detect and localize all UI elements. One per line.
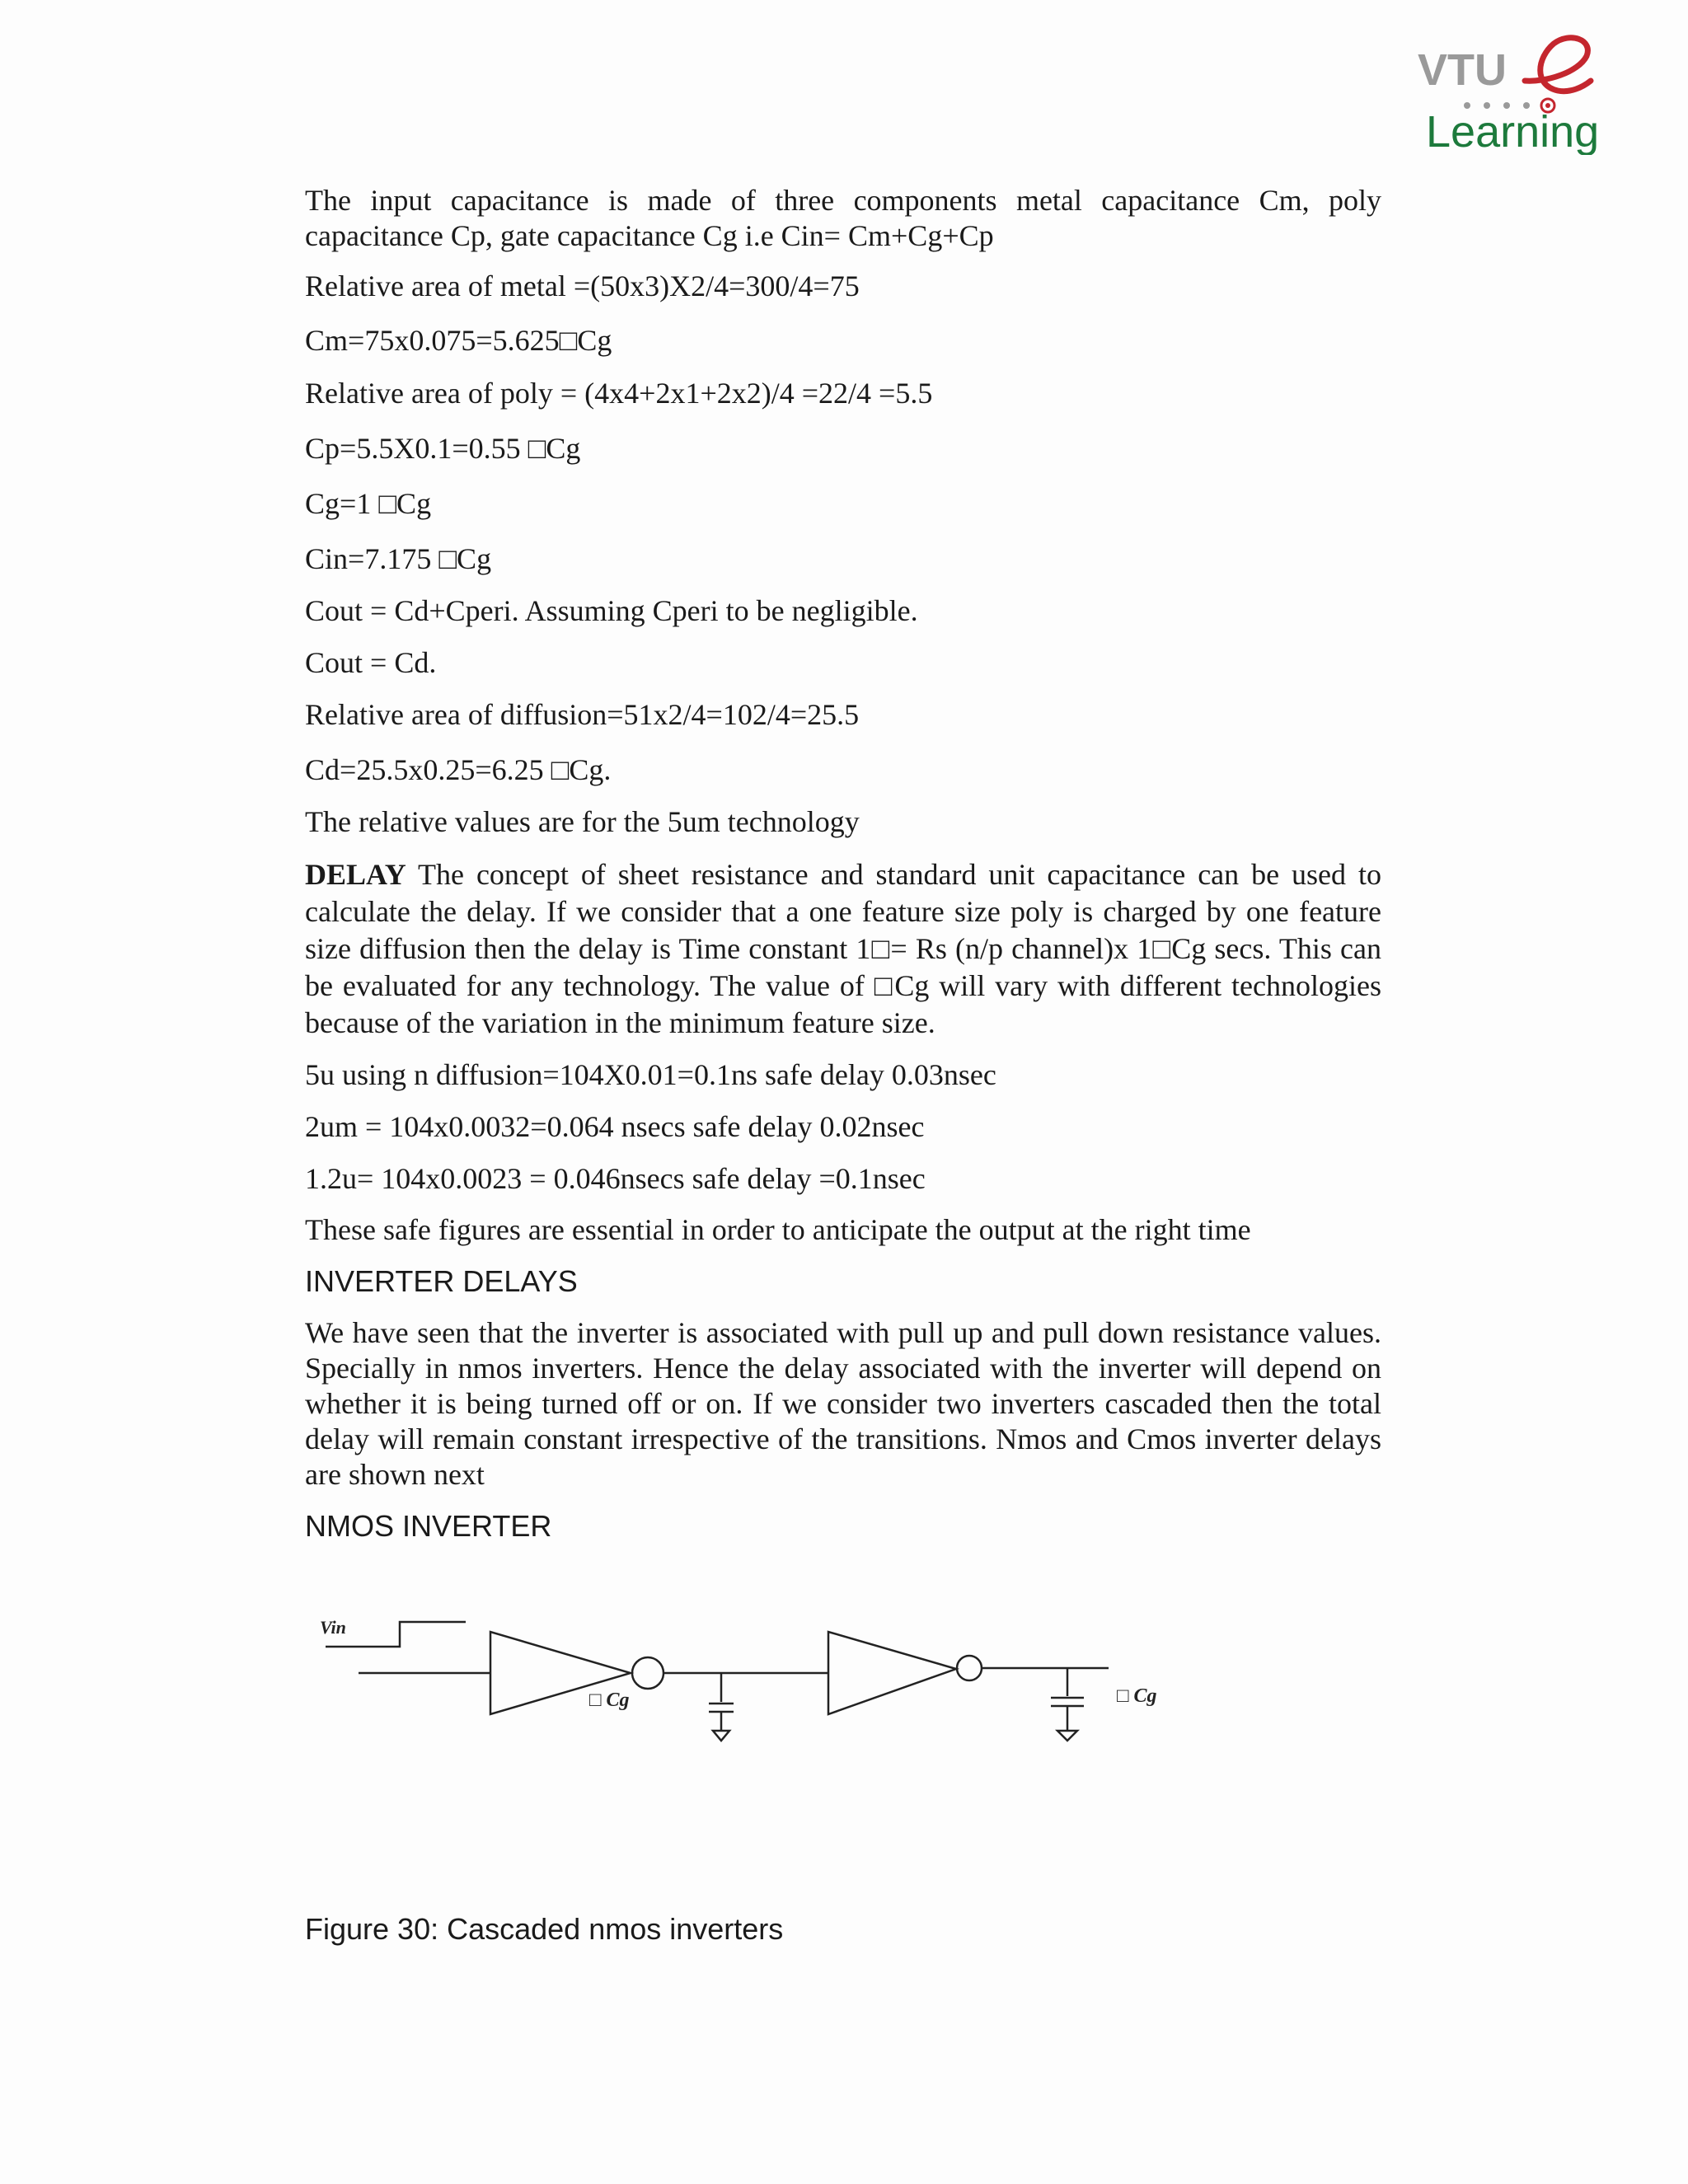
line-cg: Cg=1 □Cg	[305, 487, 432, 520]
inverter-2	[828, 1632, 956, 1714]
line-cm: Cm=75x0.075=5.625□Cg	[305, 324, 612, 357]
delay-heading: DELAY	[305, 858, 406, 891]
line-cd: Cd=25.5x0.25=6.25 □Cg.	[305, 753, 612, 786]
line-metal-area: Relative area of metal =(50x3)X2/4=300/4=75	[305, 269, 860, 302]
line-safe-figures: These safe figures are essential in order to anticipate the output at the right time	[305, 1213, 1251, 1246]
logo-vtu-text: VTU	[1418, 45, 1507, 95]
figure-caption: Figure 30: Cascaded nmos inverters	[305, 1912, 784, 1946]
line-diffusion-area: Relative area of diffusion=51x2/4=102/4=25.5	[305, 698, 860, 731]
logo-e-swoosh	[1525, 38, 1591, 91]
paragraph-input-capacitance: The input capacitance is made of three components metal capacitance Cm, poly capacitance Cp, gate capacitance Cg i.e Cin= Cm+Cg+Cp	[305, 184, 1381, 252]
vtu-elearning-logo	[1401, 23, 1607, 155]
paragraph-inverter-delays: We have seen that the inverter is associated with pull up and pull down resistance values. Specially in nmos inverters. Hence the delay associated with the inverter will depend on whether it is being turned off or on. If we consider two inverters cascaded then the total delay will remain constant irrespective of the transitions. Nmos and Cmos inverter delays are shown next	[305, 1316, 1381, 1491]
line-poly-area: Relative area of poly = (4x4+2x1+2x2)/4 =22/4 =5.5	[305, 377, 933, 410]
cap-label-2: □ Cg	[1117, 1685, 1157, 1707]
document-body	[305, 183, 1381, 1544]
paragraph-delay	[305, 856, 1381, 1042]
delay-body: The concept of sheet resistance and standard unit capacitance can be used to calculate the delay. If we consider that a one feature size poly is charged by one feature size diffusion then the delay is Time constant 1□= Rs (n/p channel)x 1□Cg secs. This can be evaluated for any technology. The value of □Cg will vary with different technologies because of the variation in the minimum feature size.	[305, 858, 1381, 1039]
line-cout-cd: Cout = Cd.	[305, 646, 437, 679]
cap-label-1: □ Cg	[589, 1690, 630, 1711]
inverter-2-bubble	[957, 1656, 982, 1680]
heading-nmos-inverter: NMOS INVERTER	[305, 1509, 552, 1543]
line-2um-delay: 2um = 104x0.0032=0.064 nsecs safe delay 0.02nsec	[305, 1110, 925, 1143]
logo-learning-text: Learning	[1426, 107, 1600, 155]
inverter-1-bubble	[632, 1657, 663, 1689]
capacitor-2	[1051, 1668, 1084, 1741]
line-1-2u-delay: 1.2u= 104x0.0023 = 0.046nsecs safe delay =0.1nsec	[305, 1162, 926, 1195]
cascaded-inverters-diagram	[305, 1599, 1228, 1764]
capacitor-1	[709, 1673, 734, 1741]
vin-label: Vin	[320, 1617, 346, 1638]
vin-step	[326, 1622, 466, 1647]
line-cout: Cout = Cd+Cperi. Assuming Cperi to be negligible.	[305, 594, 918, 627]
heading-inverter-delays: INVERTER DELAYS	[305, 1264, 578, 1298]
line-cin: Cin=7.175 □Cg	[305, 542, 492, 575]
line-5um: The relative values are for the 5um technology	[305, 805, 860, 838]
line-cp: Cp=5.5X0.1=0.55 □Cg	[305, 432, 581, 465]
line-5u-delay: 5u using n diffusion=104X0.01=0.1ns safe delay 0.03nsec	[305, 1058, 996, 1091]
